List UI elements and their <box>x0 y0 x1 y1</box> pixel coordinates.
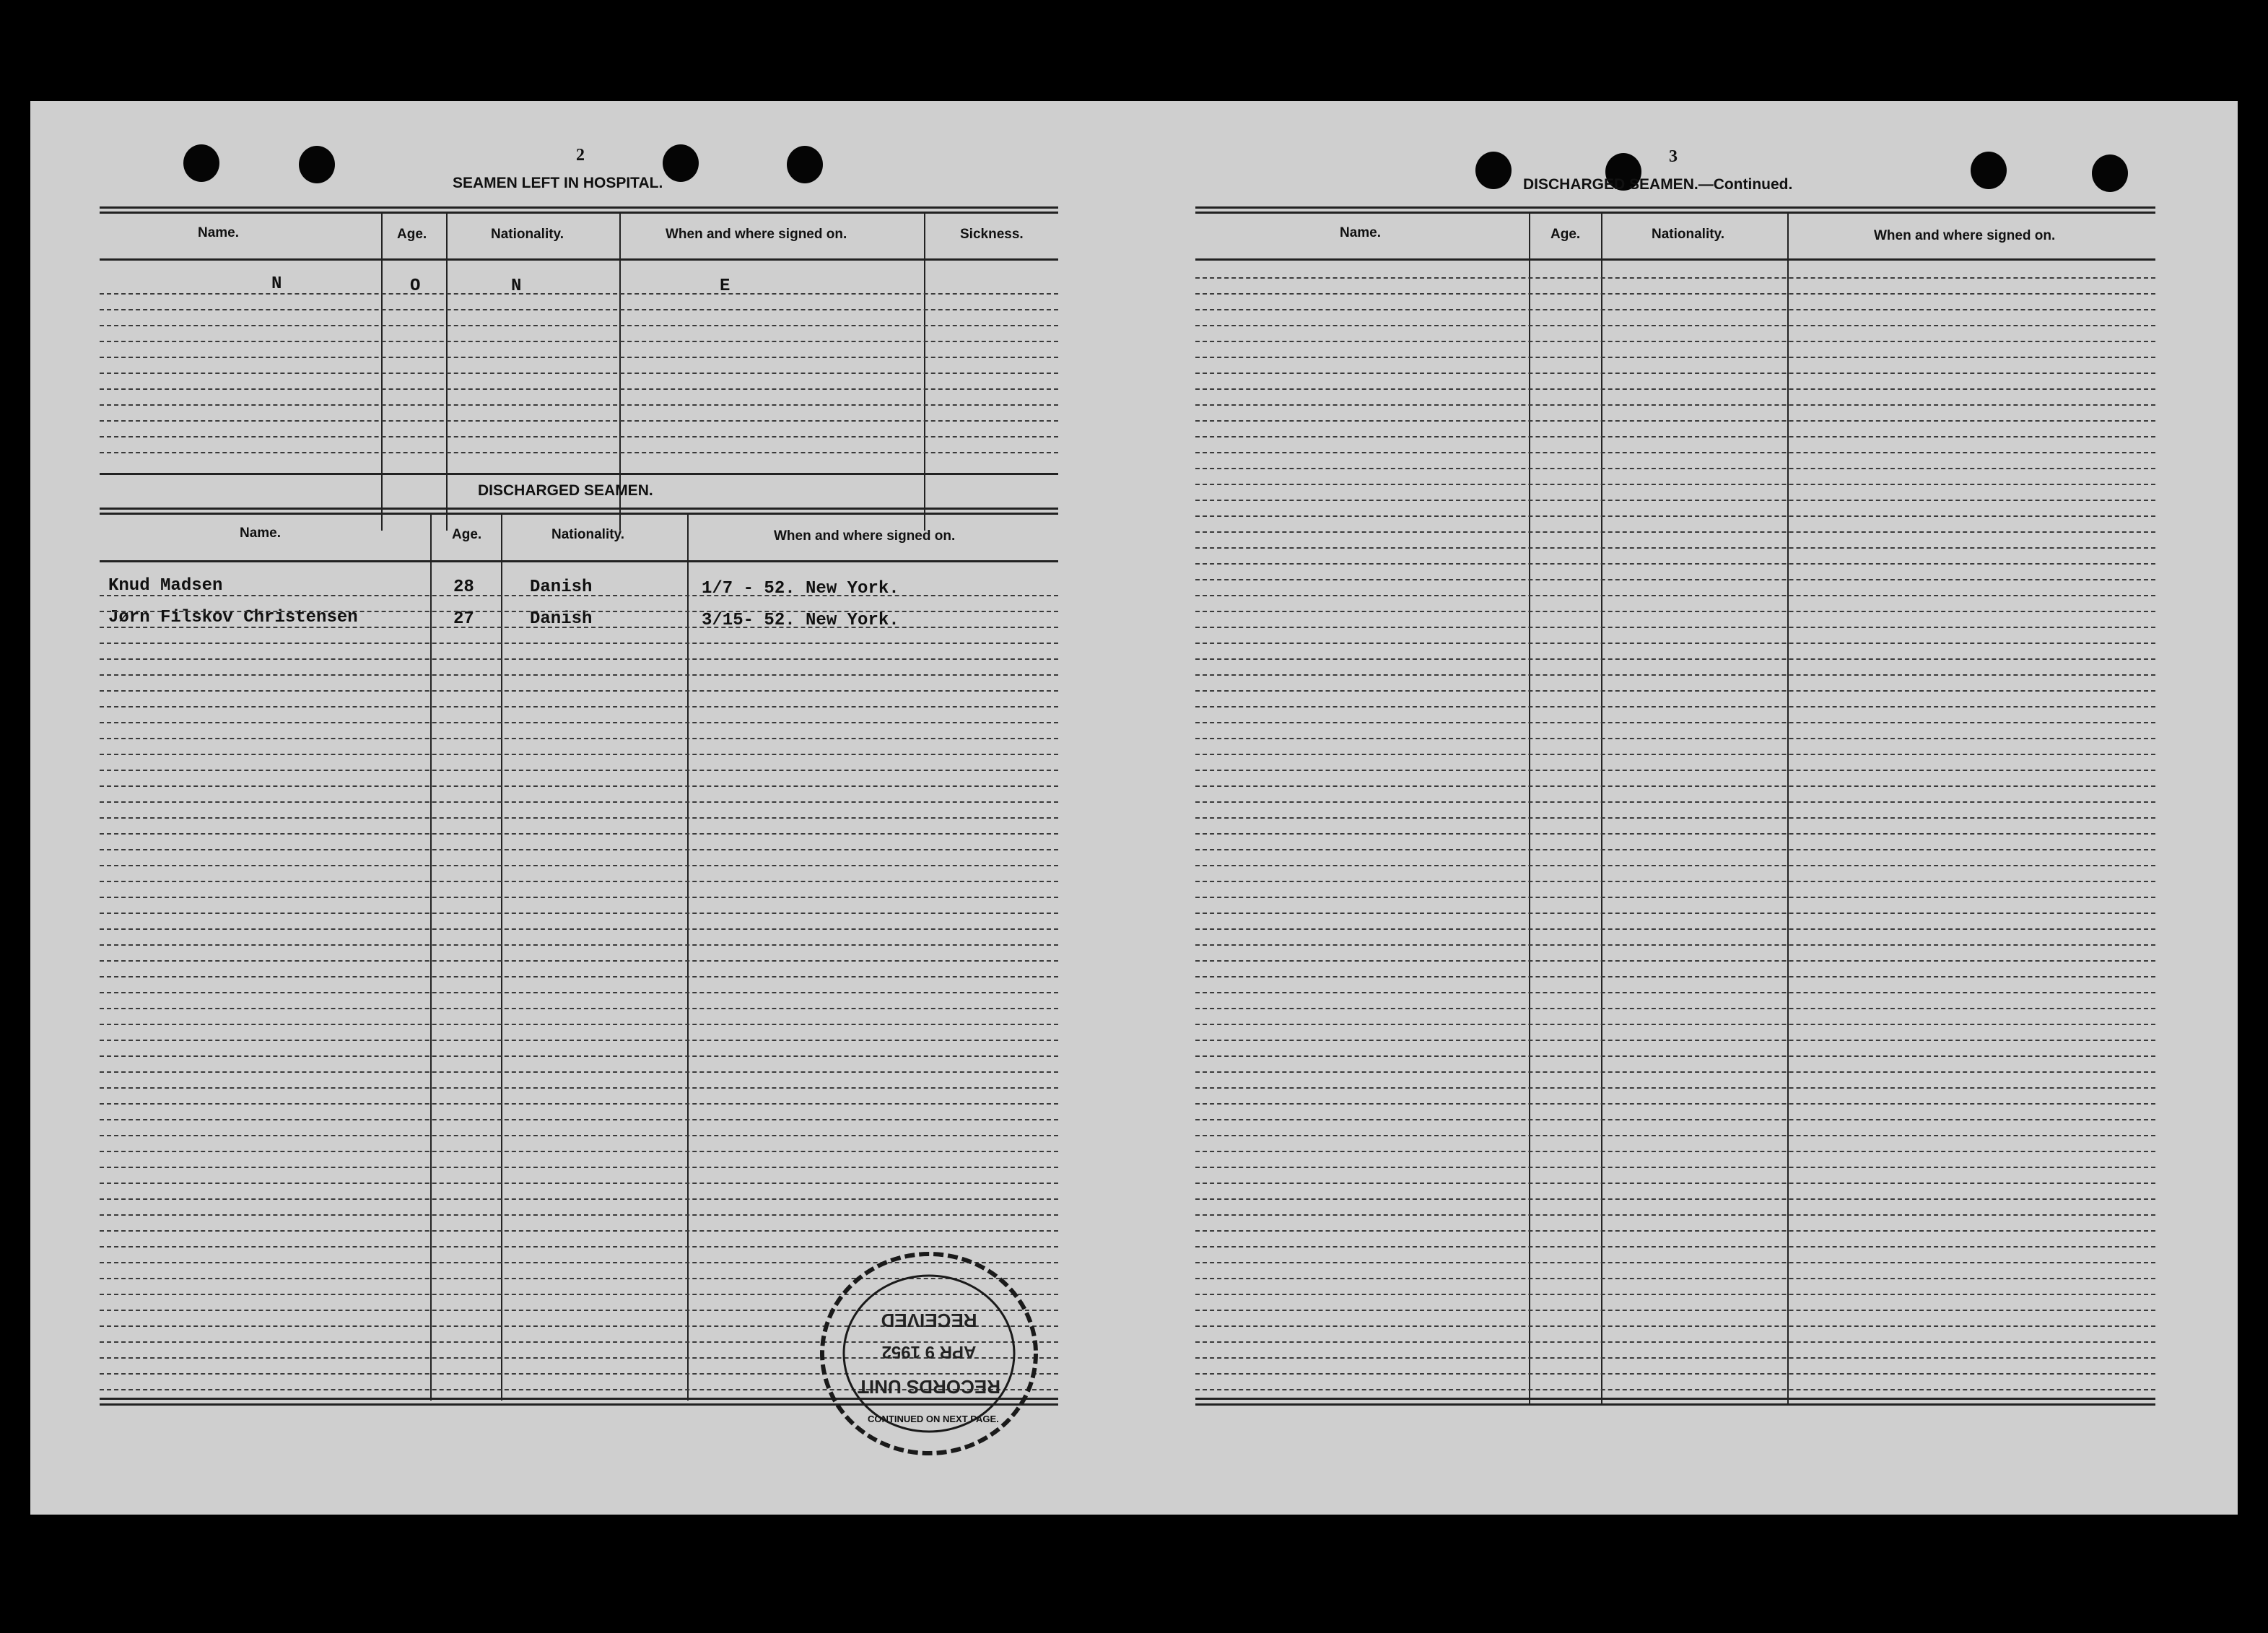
ruled-line <box>1195 643 2155 644</box>
ruled-line <box>100 1183 1058 1184</box>
ruled-line <box>1195 1151 2155 1152</box>
ruled-line <box>1195 1055 2155 1057</box>
ruled-line <box>1195 1103 2155 1105</box>
punch-hole <box>2092 154 2128 192</box>
right-col-age: Age. <box>1550 227 1581 242</box>
punch-hole <box>183 144 219 182</box>
ruled-line <box>1195 1294 2155 1295</box>
punch-hole <box>663 144 699 182</box>
ruled-line <box>100 1087 1058 1089</box>
ruled-line <box>100 770 1058 771</box>
ruled-line <box>1195 976 2155 977</box>
ruled-line <box>1195 1167 2155 1168</box>
hospital-col-nationality: Nationality. <box>491 227 564 242</box>
ruled-line <box>1195 770 2155 771</box>
ruled-line <box>1195 1071 2155 1073</box>
ruled-line <box>1195 500 2155 501</box>
ruled-line <box>1195 595 2155 596</box>
ruled-line <box>1195 801 2155 803</box>
ruled-line <box>100 1246 1058 1247</box>
ruled-line <box>1195 611 2155 612</box>
ruled-line <box>100 785 1058 787</box>
ruled-line <box>1195 674 2155 676</box>
seaman-age: 27 <box>453 609 474 629</box>
ruled-line <box>1195 833 2155 835</box>
ruled-line <box>100 722 1058 723</box>
ruled-line <box>100 325 1058 326</box>
none-letter: E <box>720 276 730 296</box>
ruled-line <box>1195 1310 2155 1311</box>
discharged-col-nationality: Nationality. <box>551 527 624 542</box>
ruled-line <box>100 388 1058 390</box>
hospital-col-age: Age. <box>397 227 427 242</box>
ruled-line <box>1195 738 2155 739</box>
ruled-line <box>1195 690 2155 692</box>
right-page-number: 3 <box>1669 147 1678 166</box>
ruled-line <box>1195 992 2155 993</box>
seaman-age: 28 <box>453 578 474 597</box>
ruled-line <box>100 1214 1058 1216</box>
ruled-line <box>1195 484 2155 485</box>
ruled-line <box>100 1135 1058 1136</box>
ruled-line <box>100 404 1058 406</box>
ruled-line <box>1195 627 2155 628</box>
ruled-line <box>100 865 1058 866</box>
ruled-line <box>1195 373 2155 374</box>
left-page-number: 2 <box>576 146 585 165</box>
ruled-line <box>100 357 1058 358</box>
hospital-col-sickness: Sickness. <box>960 227 1024 242</box>
ruled-line <box>100 595 1058 596</box>
ruled-line <box>100 1119 1058 1120</box>
ruled-line <box>100 897 1058 898</box>
ruled-line <box>100 1008 1058 1009</box>
ruled-line <box>100 1040 1058 1041</box>
ruled-line <box>1195 1373 2155 1375</box>
ruled-line <box>1195 1357 2155 1359</box>
ruled-line <box>1195 388 2155 390</box>
none-letter: N <box>511 276 522 296</box>
stamp-records-text: RECORDS UNIT <box>858 1376 1000 1398</box>
ruled-line <box>100 1230 1058 1232</box>
ruled-line <box>1195 913 2155 914</box>
ruled-line <box>1195 928 2155 930</box>
ruled-line <box>1195 1214 2155 1216</box>
ruled-line <box>1195 785 2155 787</box>
discharged-section-title: DISCHARGED SEAMEN. <box>478 482 653 499</box>
ruled-line <box>1195 420 2155 422</box>
ruled-line <box>1195 1389 2155 1390</box>
punch-hole <box>787 146 823 183</box>
seaman-signed-on: 3/15- 52. New York. <box>702 611 899 630</box>
ruled-line <box>1195 293 2155 295</box>
ruled-line <box>1195 1040 2155 1041</box>
right-section-title: DISCHARGED SEAMEN.—Continued. <box>1523 176 1793 193</box>
ruled-line <box>1195 1246 2155 1247</box>
continued-footer: CONTINUED ON NEXT PAGE. <box>868 1414 999 1424</box>
ruled-line <box>100 309 1058 310</box>
ruled-line <box>100 674 1058 676</box>
seaman-name: Knud Madsen <box>108 576 223 596</box>
seaman-nationality: Danish <box>530 609 593 629</box>
right-col-nationality: Nationality. <box>1652 227 1724 242</box>
ruled-line <box>1195 1278 2155 1279</box>
ruled-line <box>100 944 1058 946</box>
ruled-line <box>100 913 1058 914</box>
ruled-line <box>1195 1198 2155 1200</box>
ruled-line <box>100 341 1058 342</box>
ruled-line <box>100 436 1058 437</box>
ruled-line <box>1195 722 2155 723</box>
ruled-line <box>1195 1087 2155 1089</box>
ruled-line <box>1195 1119 2155 1120</box>
stamp-date-text: APR 9 1952 <box>881 1342 977 1362</box>
ruled-line <box>100 817 1058 819</box>
seaman-name: Jørn Filskov Christensen <box>108 608 358 627</box>
ruled-line <box>1195 754 2155 755</box>
hospital-col-signed-on: When and where signed on. <box>666 227 847 242</box>
ruled-line <box>100 976 1058 977</box>
discharged-col-name: Name. <box>240 526 282 541</box>
right-col-name: Name. <box>1340 225 1382 240</box>
ruled-line <box>1195 1262 2155 1263</box>
ruled-line <box>100 1198 1058 1200</box>
ruled-line <box>1195 325 2155 326</box>
seaman-nationality: Danish <box>530 578 593 597</box>
ruled-line <box>100 643 1058 644</box>
ruled-line <box>100 1151 1058 1152</box>
ruled-line <box>1195 547 2155 549</box>
ruled-line <box>1195 357 2155 358</box>
ruled-line <box>100 420 1058 422</box>
ruled-line <box>100 754 1058 755</box>
ruled-line <box>1195 1341 2155 1343</box>
ruled-line <box>1195 277 2155 279</box>
document-sheet <box>30 101 2238 1515</box>
right-col-signed-on: When and where signed on. <box>1874 228 2056 243</box>
ruled-line <box>100 738 1058 739</box>
ruled-line <box>100 1024 1058 1025</box>
ruled-line <box>100 992 1058 993</box>
received-stamp <box>817 1249 1041 1458</box>
ruled-line <box>1195 1135 2155 1136</box>
ruled-line <box>1195 960 2155 962</box>
punch-hole <box>1971 152 2007 189</box>
ruled-line <box>1195 897 2155 898</box>
none-letter: O <box>410 276 421 296</box>
ruled-line <box>100 627 1058 628</box>
seaman-signed-on: 1/7 - 52. New York. <box>702 579 899 598</box>
ruled-line <box>1195 865 2155 866</box>
ruled-line <box>1195 309 2155 310</box>
hospital-col-name: Name. <box>198 225 240 240</box>
ruled-line <box>1195 531 2155 533</box>
ruled-line <box>100 1071 1058 1073</box>
ruled-line <box>100 928 1058 930</box>
ruled-line <box>1195 1325 2155 1327</box>
ruled-line <box>1195 1183 2155 1184</box>
ruled-line <box>1195 404 2155 406</box>
ruled-line <box>1195 579 2155 580</box>
ruled-line <box>1195 944 2155 946</box>
ruled-line <box>1195 658 2155 660</box>
ruled-line <box>100 833 1058 835</box>
ruled-line <box>1195 881 2155 882</box>
ruled-line <box>1195 515 2155 517</box>
ruled-line <box>1195 817 2155 819</box>
ruled-line <box>1195 706 2155 707</box>
ruled-line <box>100 849 1058 850</box>
ruled-line <box>100 373 1058 374</box>
ruled-line <box>100 960 1058 962</box>
ruled-line <box>100 293 1058 295</box>
ruled-line <box>1195 563 2155 565</box>
ruled-line <box>100 1055 1058 1057</box>
ruled-line <box>1195 468 2155 469</box>
ruled-line <box>100 690 1058 692</box>
ruled-line <box>1195 849 2155 850</box>
discharged-col-age: Age. <box>452 527 482 542</box>
ruled-line <box>1195 452 2155 453</box>
ruled-line <box>1195 341 2155 342</box>
ruled-line <box>1195 1008 2155 1009</box>
ruled-line <box>100 881 1058 882</box>
ruled-line <box>100 452 1058 453</box>
punch-hole <box>299 146 335 183</box>
ruled-line <box>1195 436 2155 437</box>
ruled-line <box>100 611 1058 612</box>
stamp-received-text: RECEIVED <box>881 1310 977 1331</box>
ruled-line <box>1195 1230 2155 1232</box>
ruled-line <box>100 706 1058 707</box>
discharged-col-signed-on: When and where signed on. <box>774 528 956 544</box>
punch-hole <box>1475 152 1512 189</box>
ruled-line <box>1195 1024 2155 1025</box>
hospital-section-title: SEAMEN LEFT IN HOSPITAL. <box>453 175 663 191</box>
ruled-line <box>100 658 1058 660</box>
ruled-line <box>100 801 1058 803</box>
ruled-line <box>100 1103 1058 1105</box>
none-letter: N <box>271 274 282 294</box>
ruled-line <box>100 1167 1058 1168</box>
